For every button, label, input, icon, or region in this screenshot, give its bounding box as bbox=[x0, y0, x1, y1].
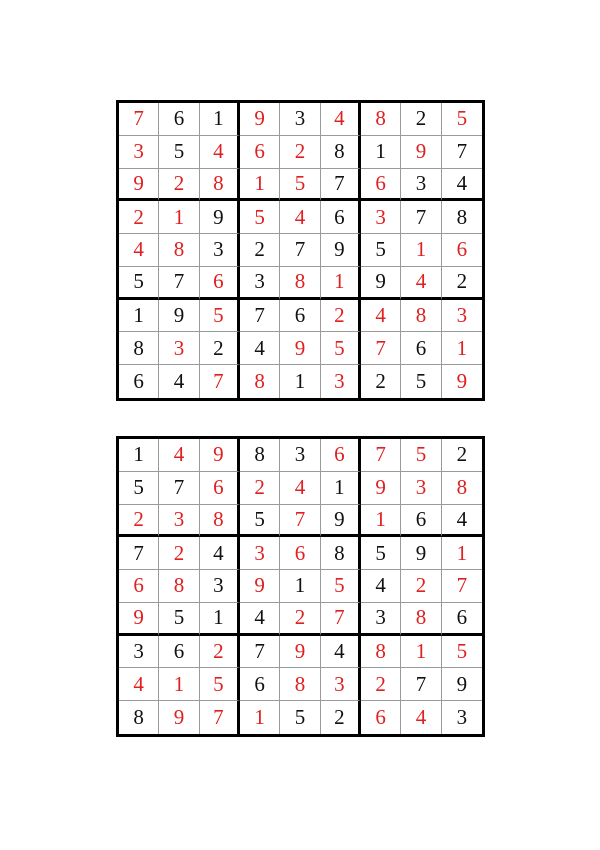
sudoku-cell: 7 bbox=[200, 701, 240, 734]
sudoku-cell: 2 bbox=[442, 439, 482, 472]
sudoku-cell: 2 bbox=[401, 570, 441, 603]
sudoku-cell: 9 bbox=[321, 505, 361, 538]
sudoku-cell: 3 bbox=[159, 332, 199, 365]
sudoku-cell: 2 bbox=[200, 332, 240, 365]
sudoku-cell: 1 bbox=[200, 103, 240, 136]
sudoku-cell: 4 bbox=[361, 300, 401, 333]
sudoku-cell: 6 bbox=[321, 439, 361, 472]
sudoku-cell: 7 bbox=[401, 668, 441, 701]
sudoku-cell: 4 bbox=[240, 332, 280, 365]
sudoku-cell: 6 bbox=[119, 365, 159, 398]
sudoku-cell: 9 bbox=[240, 570, 280, 603]
sudoku-cell: 4 bbox=[280, 472, 320, 505]
sudoku-cell: 2 bbox=[321, 300, 361, 333]
sudoku-cell: 9 bbox=[159, 701, 199, 734]
sudoku-cell: 8 bbox=[200, 505, 240, 538]
sudoku-cell: 7 bbox=[280, 234, 320, 267]
sudoku-cell: 3 bbox=[280, 439, 320, 472]
sudoku-cell: 8 bbox=[401, 300, 441, 333]
sudoku-cell: 1 bbox=[442, 537, 482, 570]
sudoku-cell: 8 bbox=[119, 332, 159, 365]
sudoku-cell: 8 bbox=[159, 234, 199, 267]
sudoku-grid-2 bbox=[116, 436, 485, 737]
sudoku-cell: 1 bbox=[119, 300, 159, 333]
sudoku-cell: 9 bbox=[401, 136, 441, 169]
sudoku-cell: 1 bbox=[280, 570, 320, 603]
sudoku-cell: 6 bbox=[240, 136, 280, 169]
sudoku-cell: 8 bbox=[240, 439, 280, 472]
sudoku-cell: 9 bbox=[401, 537, 441, 570]
sudoku-cell: 6 bbox=[361, 169, 401, 202]
sudoku-cell: 5 bbox=[442, 103, 482, 136]
sudoku-cell: 6 bbox=[200, 472, 240, 505]
sudoku-cell: 9 bbox=[200, 201, 240, 234]
sudoku-cell: 2 bbox=[280, 136, 320, 169]
sudoku-cell: 1 bbox=[200, 603, 240, 636]
sudoku-cell: 2 bbox=[321, 701, 361, 734]
sudoku-cell: 8 bbox=[240, 365, 280, 398]
sudoku-cell: 7 bbox=[401, 201, 441, 234]
sudoku-cell: 1 bbox=[280, 365, 320, 398]
sudoku-cell: 2 bbox=[401, 103, 441, 136]
sudoku-cell: 8 bbox=[321, 537, 361, 570]
sudoku-cell: 2 bbox=[240, 472, 280, 505]
sudoku-cell: 9 bbox=[442, 668, 482, 701]
sudoku-cell: 5 bbox=[401, 365, 441, 398]
sudoku-cell: 4 bbox=[119, 234, 159, 267]
sudoku-cell: 4 bbox=[119, 668, 159, 701]
sudoku-cell: 4 bbox=[442, 169, 482, 202]
sudoku-cell: 6 bbox=[159, 103, 199, 136]
sudoku-cell: 6 bbox=[240, 668, 280, 701]
sudoku-cell: 4 bbox=[321, 636, 361, 669]
sudoku-cell: 1 bbox=[361, 505, 401, 538]
sudoku-cell: 1 bbox=[240, 701, 280, 734]
sudoku-cell: 2 bbox=[200, 636, 240, 669]
sudoku-cell: 6 bbox=[401, 332, 441, 365]
sudoku-cell: 9 bbox=[280, 332, 320, 365]
sudoku-cell: 5 bbox=[200, 668, 240, 701]
sudoku-cell: 4 bbox=[280, 201, 320, 234]
sudoku-cell: 9 bbox=[361, 267, 401, 300]
sudoku-cell: 3 bbox=[401, 169, 441, 202]
sudoku-cell: 3 bbox=[361, 201, 401, 234]
sudoku-cell: 5 bbox=[159, 136, 199, 169]
sudoku-cell: 8 bbox=[280, 668, 320, 701]
sudoku-cell: 1 bbox=[119, 439, 159, 472]
sudoku-cell: 5 bbox=[401, 439, 441, 472]
sudoku-cell: 7 bbox=[280, 505, 320, 538]
sudoku-cell: 6 bbox=[200, 267, 240, 300]
sudoku-cell: 2 bbox=[280, 603, 320, 636]
sudoku-cell: 3 bbox=[456, 705, 468, 730]
sudoku-cell: 6 bbox=[119, 570, 159, 603]
sudoku-cell: 8 bbox=[321, 136, 361, 169]
sudoku-cell: 8 bbox=[119, 701, 159, 734]
sudoku-cell: 3 bbox=[159, 505, 199, 538]
sudoku-cell: 3 bbox=[401, 472, 441, 505]
sudoku-cell: 7 bbox=[442, 136, 482, 169]
sudoku-cell: 6 bbox=[321, 201, 361, 234]
sudoku-cell: 8 bbox=[159, 570, 199, 603]
sudoku-cell: 6 bbox=[442, 234, 482, 267]
sudoku-cell: 4 bbox=[200, 136, 240, 169]
sudoku-cell: 9 bbox=[159, 300, 199, 333]
sudoku-cell: 4 bbox=[401, 701, 441, 734]
sudoku-cell: 7 bbox=[361, 439, 401, 472]
sudoku-cell: 3 bbox=[119, 136, 159, 169]
sudoku-cell: 3 bbox=[280, 103, 320, 136]
sudoku-cell: 8 bbox=[442, 201, 482, 234]
sudoku-cell: 3 bbox=[361, 603, 401, 636]
sudoku-cell: 5 bbox=[321, 570, 361, 603]
sudoku-cell: 6 bbox=[280, 300, 320, 333]
sudoku-cell: 3 bbox=[200, 234, 240, 267]
sudoku-cell: 4 bbox=[321, 103, 361, 136]
sudoku-cell: 5 bbox=[280, 701, 320, 734]
sudoku-cell: 7 bbox=[159, 472, 199, 505]
sudoku-cell: 5 bbox=[200, 300, 240, 333]
sudoku-cell: 5 bbox=[442, 636, 482, 669]
sudoku-cell: 7 bbox=[240, 636, 280, 669]
sudoku-cell: 5 bbox=[321, 332, 361, 365]
sudoku-cell: 7 bbox=[240, 300, 280, 333]
sudoku-cell: 2 bbox=[442, 267, 482, 300]
sudoku-cell: 1 bbox=[361, 136, 401, 169]
sudoku-cell: 5 bbox=[361, 537, 401, 570]
sudoku-cell: 6 bbox=[280, 537, 320, 570]
sudoku-cell: 9 bbox=[280, 636, 320, 669]
sudoku-cell: 9 bbox=[361, 472, 401, 505]
sudoku-cell: 7 bbox=[442, 570, 482, 603]
sudoku-cell: 9 bbox=[119, 169, 159, 202]
sudoku-cell: 2 bbox=[119, 201, 159, 234]
sudoku-cell: 2 bbox=[361, 668, 401, 701]
sudoku-cell: 9 bbox=[119, 603, 159, 636]
sudoku-cell: 3 bbox=[442, 300, 482, 333]
sudoku-cell: 9 bbox=[456, 369, 468, 394]
sudoku-cell: 2 bbox=[159, 169, 199, 202]
sudoku-cell: 2 bbox=[119, 505, 159, 538]
sudoku-cell: 3 bbox=[240, 267, 280, 300]
sudoku-cell: 3 bbox=[321, 365, 361, 398]
sudoku-cell: 7 bbox=[321, 603, 361, 636]
sudoku-cell: 9 bbox=[200, 439, 240, 472]
sudoku-cell: 1 bbox=[159, 201, 199, 234]
sudoku-cell: 5 bbox=[240, 201, 280, 234]
sudoku-cell: 3 bbox=[240, 537, 280, 570]
sudoku-cell: 5 bbox=[280, 169, 320, 202]
sudoku-cell: 8 bbox=[200, 169, 240, 202]
sudoku-cell: 5 bbox=[159, 603, 199, 636]
sudoku-cell: 1 bbox=[442, 332, 482, 365]
sudoku-cell: 4 bbox=[361, 570, 401, 603]
sudoku-cell: 9 bbox=[240, 103, 280, 136]
sudoku-cell: 4 bbox=[240, 603, 280, 636]
sudoku-cell: 7 bbox=[321, 169, 361, 202]
sudoku-cell: 8 bbox=[361, 636, 401, 669]
sudoku-cell: 8 bbox=[401, 603, 441, 636]
sudoku-cell: 5 bbox=[361, 234, 401, 267]
sudoku-cell: 6 bbox=[442, 603, 482, 636]
sudoku-cell: 5 bbox=[240, 505, 280, 538]
sudoku-cell: 8 bbox=[361, 103, 401, 136]
sudoku-cell: 2 bbox=[159, 537, 199, 570]
sudoku-cell: 7 bbox=[361, 332, 401, 365]
sudoku-cell: 8 bbox=[442, 472, 482, 505]
sudoku-cell: 9 bbox=[321, 234, 361, 267]
sudoku-cell: 4 bbox=[401, 267, 441, 300]
sudoku-cell: 6 bbox=[159, 636, 199, 669]
sudoku-cell: 1 bbox=[401, 636, 441, 669]
sudoku-cell: 4 bbox=[200, 537, 240, 570]
sudoku-cell: 5 bbox=[119, 472, 159, 505]
sudoku-cell: 5 bbox=[119, 267, 159, 300]
sudoku-grid-1 bbox=[116, 100, 485, 401]
sudoku-cell: 2 bbox=[361, 365, 401, 398]
sudoku-cell: 1 bbox=[401, 234, 441, 267]
sudoku-cell: 8 bbox=[280, 267, 320, 300]
sudoku-cell: 4 bbox=[159, 439, 199, 472]
sudoku-cell: 3 bbox=[321, 668, 361, 701]
sudoku-cell: 7 bbox=[119, 103, 159, 136]
sudoku-cell: 6 bbox=[361, 701, 401, 734]
sudoku-cell: 4 bbox=[159, 365, 199, 398]
sudoku-cell: 3 bbox=[119, 636, 159, 669]
sudoku-cell: 1 bbox=[159, 668, 199, 701]
sudoku-cell: 7 bbox=[200, 365, 240, 398]
sudoku-cell: 7 bbox=[159, 267, 199, 300]
sudoku-cell: 1 bbox=[321, 267, 361, 300]
sudoku-cell: 7 bbox=[119, 537, 159, 570]
sudoku-cell: 2 bbox=[240, 234, 280, 267]
sudoku-cell: 1 bbox=[321, 472, 361, 505]
sudoku-cell: 1 bbox=[240, 169, 280, 202]
sudoku-cell: 3 bbox=[200, 570, 240, 603]
sudoku-cell: 4 bbox=[442, 505, 482, 538]
sudoku-cell: 6 bbox=[401, 505, 441, 538]
